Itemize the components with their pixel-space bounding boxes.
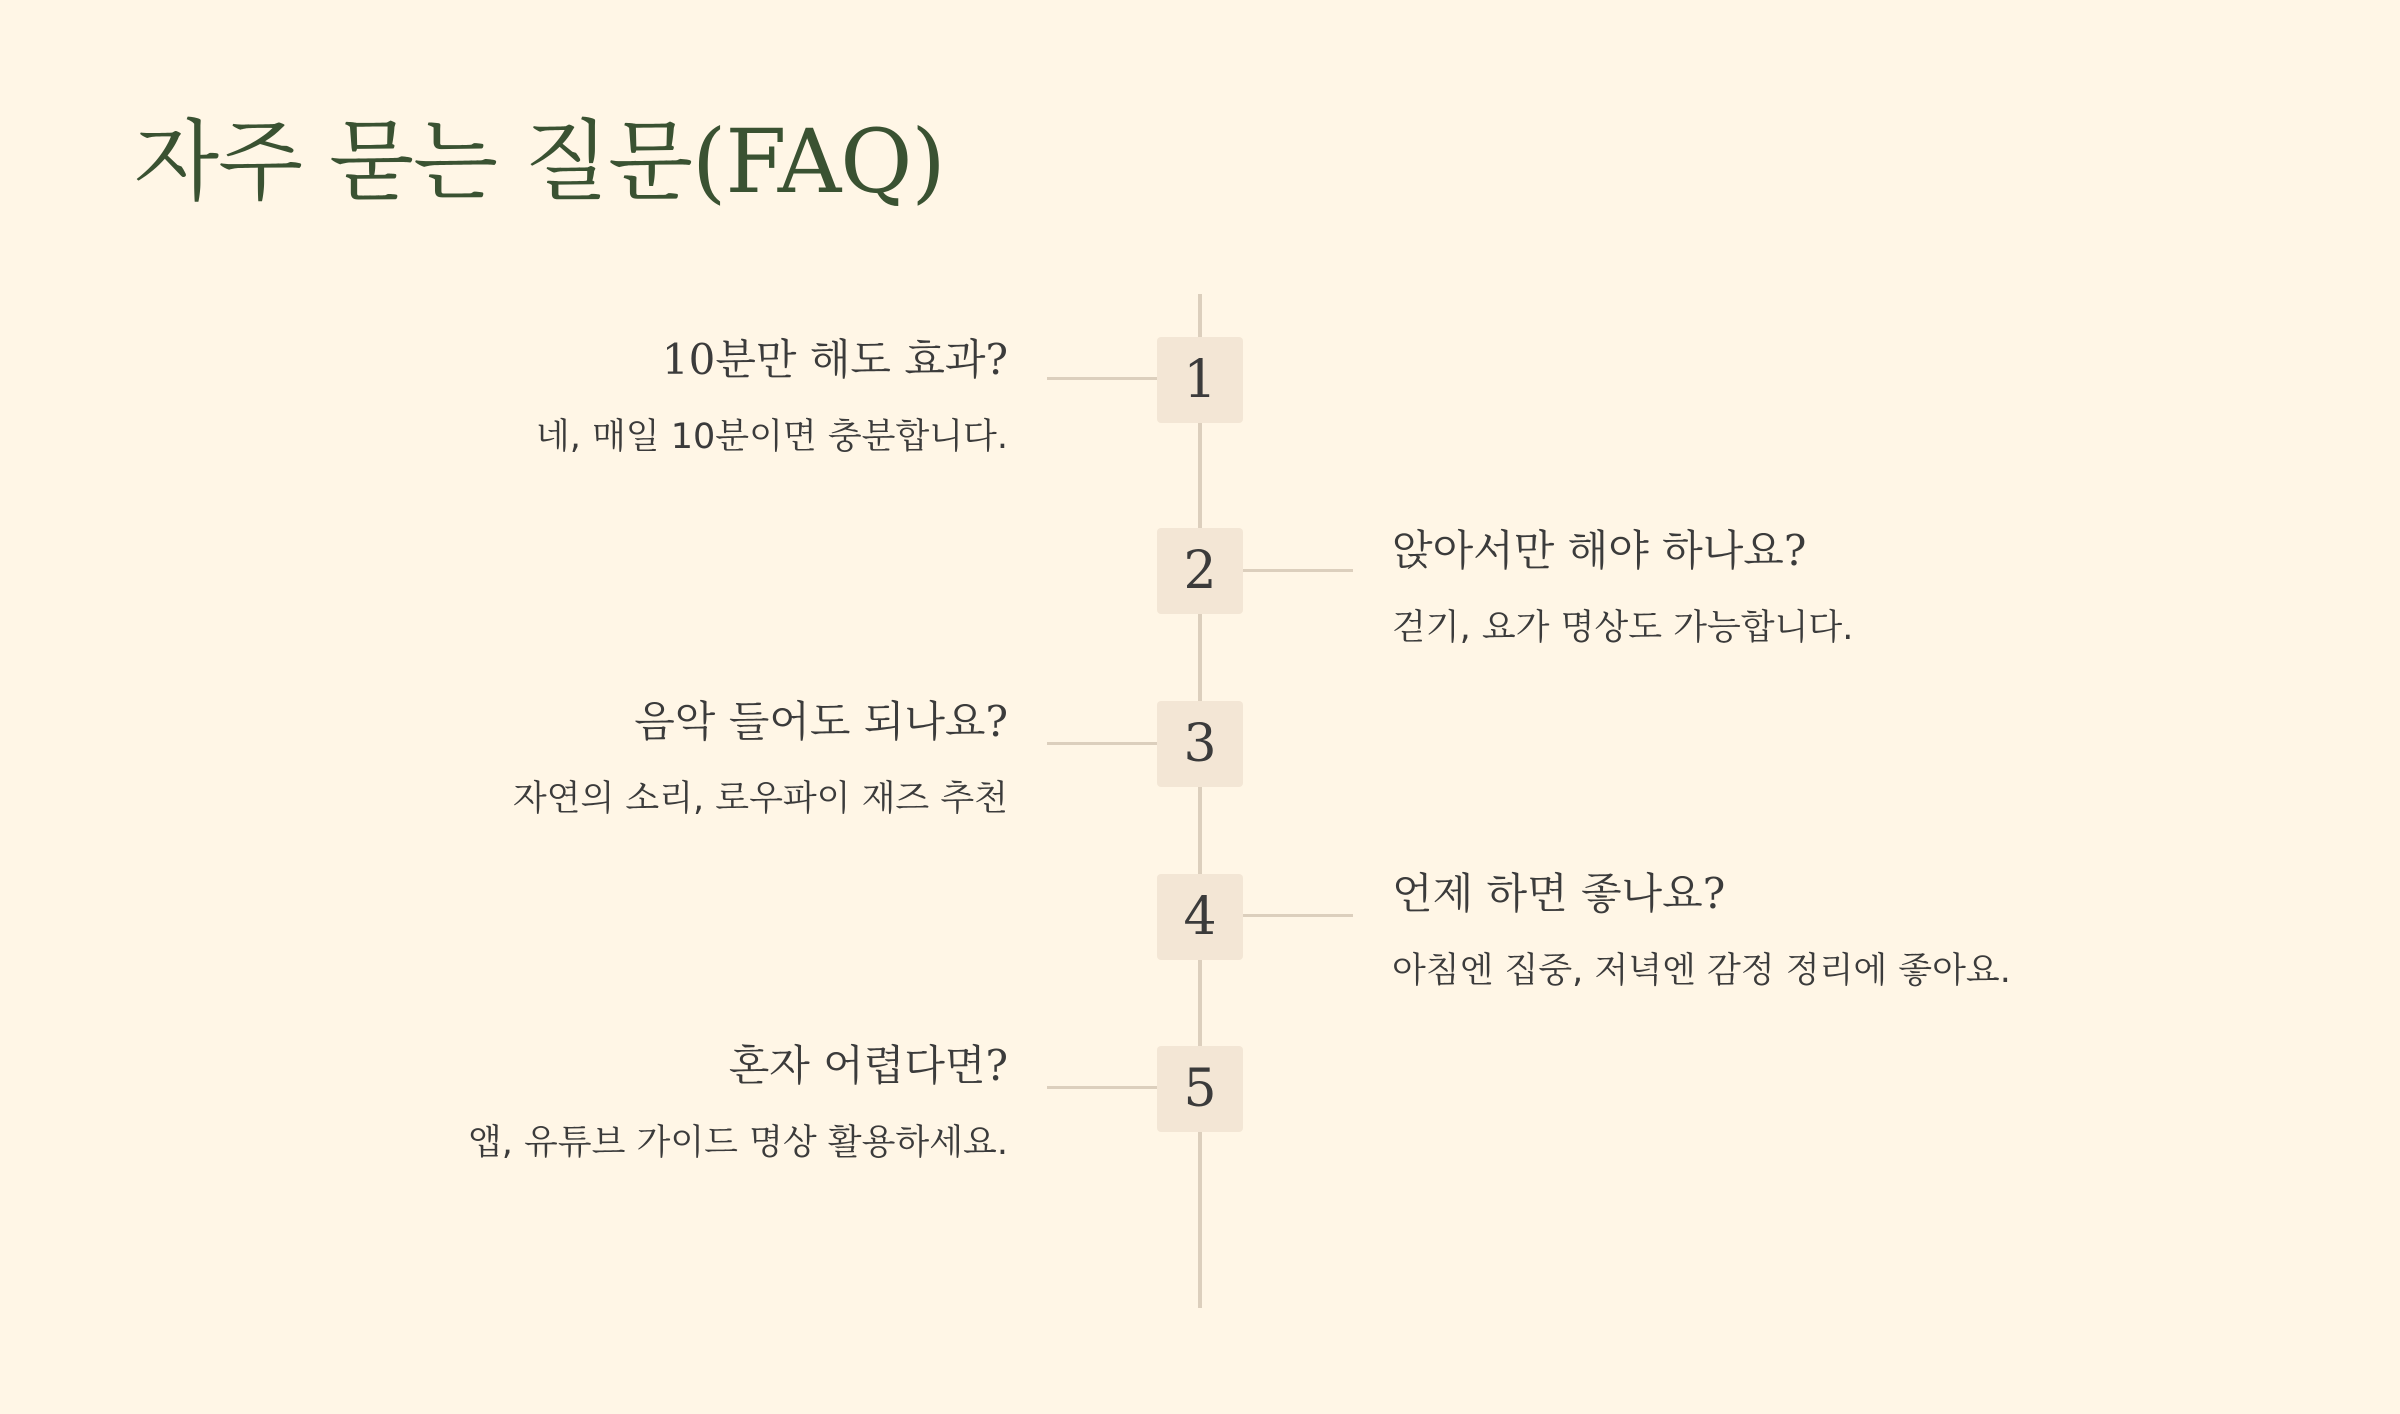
faq-answer-4: 아침엔 집중, 저녁엔 감정 정리에 좋아요.: [1392, 951, 2011, 991]
faq-item-2: [1392, 523, 1853, 651]
faq-connector-5: [1047, 1086, 1157, 1089]
faq-marker-2: 2: [1157, 528, 1243, 614]
faq-marker-3: 3: [1157, 701, 1243, 787]
faq-answer-3: 자연의 소리, 로우파이 재즈 추천: [512, 779, 1008, 819]
faq-answer-1: 네, 매일 10분이면 충분합니다.: [535, 417, 1008, 457]
faq-question-4: 언제 하면 좋나요?: [1392, 869, 1726, 918]
faq-question-3: 음악 들어도 되나요?: [634, 697, 1008, 746]
faq-connector-1: [1047, 377, 1157, 380]
faq-connector-3: [1047, 742, 1157, 745]
faq-item-1: [536, 332, 1008, 460]
faq-item-5: [468, 1038, 1008, 1166]
timeline-line: [1198, 294, 1202, 1308]
page-title: 자주 묻는 질문(FAQ): [134, 110, 945, 213]
faq-connector-2: [1243, 569, 1353, 572]
faq-answer-2: 걷기, 요가 명상도 가능합니다.: [1392, 608, 1854, 648]
faq-marker-5: 5: [1157, 1046, 1243, 1132]
faq-item-4: [1392, 866, 2011, 994]
faq-question-2: 앉아서만 해야 하나요?: [1392, 526, 1807, 575]
faq-question-5: 혼자 어렵다면?: [728, 1041, 1008, 1090]
faq-marker-4: 4: [1157, 874, 1243, 960]
faq-question-1: 10분만 해도 효과?: [661, 335, 1008, 384]
faq-marker-1: 1: [1157, 337, 1243, 423]
faq-item-3: [513, 694, 1008, 822]
faq-answer-5: 앱, 유튜브 가이드 명상 활용하세요.: [467, 1123, 1008, 1163]
faq-connector-4: [1243, 914, 1353, 917]
